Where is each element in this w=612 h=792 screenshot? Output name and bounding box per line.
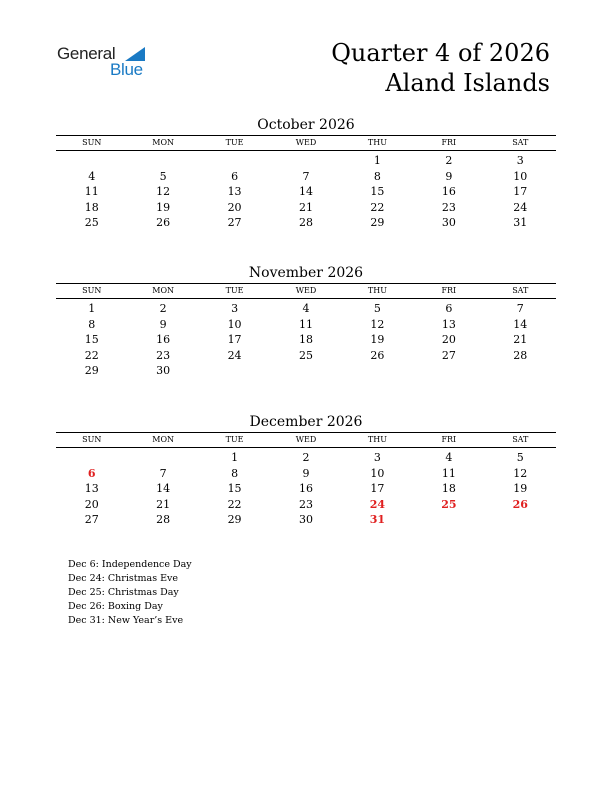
empty-cell <box>270 153 341 169</box>
day-cell: 17 <box>370 482 385 495</box>
weekday-label: MON <box>152 286 174 295</box>
weekday-header <box>56 433 556 447</box>
day-cell: 15 <box>227 482 242 495</box>
day-cell: 22 <box>84 348 99 362</box>
day-cell: 2 <box>445 154 453 167</box>
day-cell: 12 <box>513 466 528 480</box>
day-cell: 10 <box>227 317 242 331</box>
day-cell: 18 <box>298 333 313 346</box>
day-cell: 8 <box>88 317 96 331</box>
weekday-label: SAT <box>512 286 529 295</box>
day-cell: 28 <box>513 348 528 362</box>
day-cell: 5 <box>159 169 167 183</box>
day-cell: 20 <box>441 333 456 346</box>
month-december <box>56 412 556 528</box>
weekday-header <box>56 136 556 150</box>
day-cell: 13 <box>84 482 99 495</box>
day-cell: 3 <box>231 302 239 315</box>
day-cell: 12 <box>370 317 385 331</box>
weekday-label: FRI <box>441 138 457 147</box>
empty-cell <box>199 153 270 169</box>
day-cell: 10 <box>370 466 385 480</box>
day-cell: 3 <box>373 451 381 464</box>
day-cell: 9 <box>445 169 453 183</box>
day-cell: 20 <box>227 200 242 214</box>
day-cell: 31 <box>369 513 386 526</box>
day-cell: 25 <box>298 348 313 362</box>
day-cell: 12 <box>156 185 171 198</box>
holiday-entry: Dec 24: Christmas Eve <box>68 573 179 584</box>
weekday-label: SUN <box>82 138 102 147</box>
logo-text-general: General <box>57 44 116 63</box>
day-cell: 9 <box>302 466 310 480</box>
day-cell: 21 <box>513 333 528 346</box>
day-cell: 13 <box>227 185 242 198</box>
holiday-entry: Dec 6: Independence Day <box>68 559 192 570</box>
page-title <box>331 38 550 98</box>
logo-text-blue: Blue <box>110 60 143 79</box>
weekday-label: FRI <box>441 286 457 295</box>
empty-cell <box>199 363 270 379</box>
day-cell: 22 <box>227 497 242 511</box>
day-cell: 6 <box>87 466 96 480</box>
day-cell: 16 <box>441 185 456 198</box>
day-cell: 21 <box>298 200 313 214</box>
day-cell: 30 <box>441 216 456 229</box>
day-cell: 23 <box>441 200 456 214</box>
day-cell: 14 <box>156 482 171 495</box>
day-grid <box>56 450 556 528</box>
day-cell: 29 <box>227 513 242 526</box>
day-cell: 15 <box>84 333 99 346</box>
month-title: October 2026 <box>257 117 355 133</box>
day-cell: 1 <box>373 154 381 167</box>
empty-cell <box>56 153 127 169</box>
day-cell: 23 <box>298 497 313 511</box>
weekday-label: SUN <box>82 286 102 295</box>
day-cell: 21 <box>156 497 171 511</box>
divider <box>56 447 556 448</box>
day-cell: 27 <box>441 348 456 362</box>
day-cell: 26 <box>370 348 385 362</box>
day-cell: 25 <box>84 216 99 229</box>
country-title: Aland Islands <box>385 69 550 97</box>
empty-cell <box>127 153 198 169</box>
day-cell: 5 <box>373 302 381 315</box>
day-cell: 11 <box>298 317 313 331</box>
weekday-label: MON <box>152 138 174 147</box>
empty-cell <box>342 363 413 379</box>
holiday-list <box>68 558 192 628</box>
day-cell: 3 <box>516 154 524 167</box>
day-cell: 8 <box>373 169 381 183</box>
empty-cell <box>413 363 484 379</box>
weekday-label: SAT <box>512 138 529 147</box>
day-cell: 26 <box>512 497 528 511</box>
weekday-label: WED <box>295 435 317 444</box>
generalblue-logo <box>57 44 157 84</box>
day-cell: 8 <box>231 466 239 480</box>
day-cell: 30 <box>298 513 313 526</box>
day-cell: 29 <box>84 364 99 377</box>
holiday-entry: Dec 25: Christmas Day <box>68 587 179 598</box>
empty-cell <box>127 450 198 466</box>
day-cell: 10 <box>513 169 528 183</box>
weekday-label: FRI <box>441 435 457 444</box>
day-cell: 5 <box>516 451 524 464</box>
day-cell: 2 <box>159 302 167 315</box>
day-cell: 9 <box>159 317 167 331</box>
day-cell: 19 <box>156 200 171 214</box>
day-cell: 4 <box>302 302 310 315</box>
day-grid <box>56 153 556 231</box>
day-cell: 2 <box>302 451 310 464</box>
day-cell: 6 <box>231 169 239 183</box>
month-title: November 2026 <box>248 265 364 281</box>
day-cell: 26 <box>156 216 171 229</box>
empty-cell <box>270 363 341 379</box>
day-cell: 4 <box>88 169 96 183</box>
month-november <box>56 263 556 379</box>
holiday-entry: Dec 26: Boxing Day <box>68 601 163 612</box>
day-cell: 24 <box>227 348 242 362</box>
day-cell: 27 <box>227 216 242 229</box>
day-cell: 31 <box>513 216 528 229</box>
day-cell: 13 <box>441 317 456 331</box>
divider <box>56 150 556 151</box>
day-cell: 19 <box>513 482 528 495</box>
month-october <box>56 115 556 231</box>
day-cell: 22 <box>370 200 385 214</box>
day-cell: 6 <box>445 302 453 315</box>
day-cell: 24 <box>513 200 528 214</box>
day-cell: 7 <box>159 466 167 480</box>
day-cell: 16 <box>156 333 171 346</box>
day-cell: 23 <box>156 348 171 362</box>
day-grid <box>56 301 556 379</box>
weekday-label: SUN <box>82 435 102 444</box>
day-cell: 11 <box>441 466 456 480</box>
weekday-label: TUE <box>225 286 244 295</box>
holiday-entry: Dec 31: New Year’s Eve <box>68 615 184 626</box>
day-cell: 11 <box>84 185 99 198</box>
day-cell: 18 <box>441 482 456 495</box>
weekday-label: THU <box>367 286 387 295</box>
day-cell: 27 <box>84 513 99 526</box>
day-cell: 29 <box>370 216 385 229</box>
day-cell: 19 <box>370 333 385 346</box>
day-cell: 15 <box>370 185 385 198</box>
quarter-title: Quarter 4 of 2026 <box>331 39 550 67</box>
day-cell: 24 <box>369 497 386 511</box>
weekday-label: THU <box>367 435 387 444</box>
day-cell: 25 <box>441 497 457 511</box>
weekday-label: SAT <box>512 435 529 444</box>
day-cell: 16 <box>298 482 313 495</box>
empty-cell <box>413 512 484 528</box>
day-cell: 1 <box>231 451 239 464</box>
weekday-label: WED <box>295 138 317 147</box>
empty-cell <box>485 512 556 528</box>
weekday-label: TUE <box>225 138 244 147</box>
day-cell: 17 <box>227 333 242 346</box>
day-cell: 14 <box>298 185 313 198</box>
weekday-label: THU <box>367 138 387 147</box>
weekday-header <box>56 284 556 298</box>
day-cell: 17 <box>513 185 528 198</box>
day-cell: 7 <box>516 302 524 315</box>
empty-cell <box>56 450 127 466</box>
empty-cell <box>485 363 556 379</box>
day-cell: 28 <box>156 513 171 526</box>
day-cell: 20 <box>84 497 99 511</box>
day-cell: 28 <box>298 216 313 229</box>
month-title: December 2026 <box>249 414 363 430</box>
day-cell: 7 <box>302 169 310 183</box>
logo-triangle-icon <box>125 47 145 61</box>
day-cell: 1 <box>88 302 96 315</box>
weekday-label: MON <box>152 435 174 444</box>
day-cell: 18 <box>84 200 99 214</box>
day-cell: 14 <box>513 317 528 331</box>
weekday-label: WED <box>295 286 317 295</box>
divider <box>56 298 556 299</box>
weekday-label: TUE <box>225 435 244 444</box>
day-cell: 30 <box>156 364 171 377</box>
day-cell: 4 <box>445 451 453 464</box>
